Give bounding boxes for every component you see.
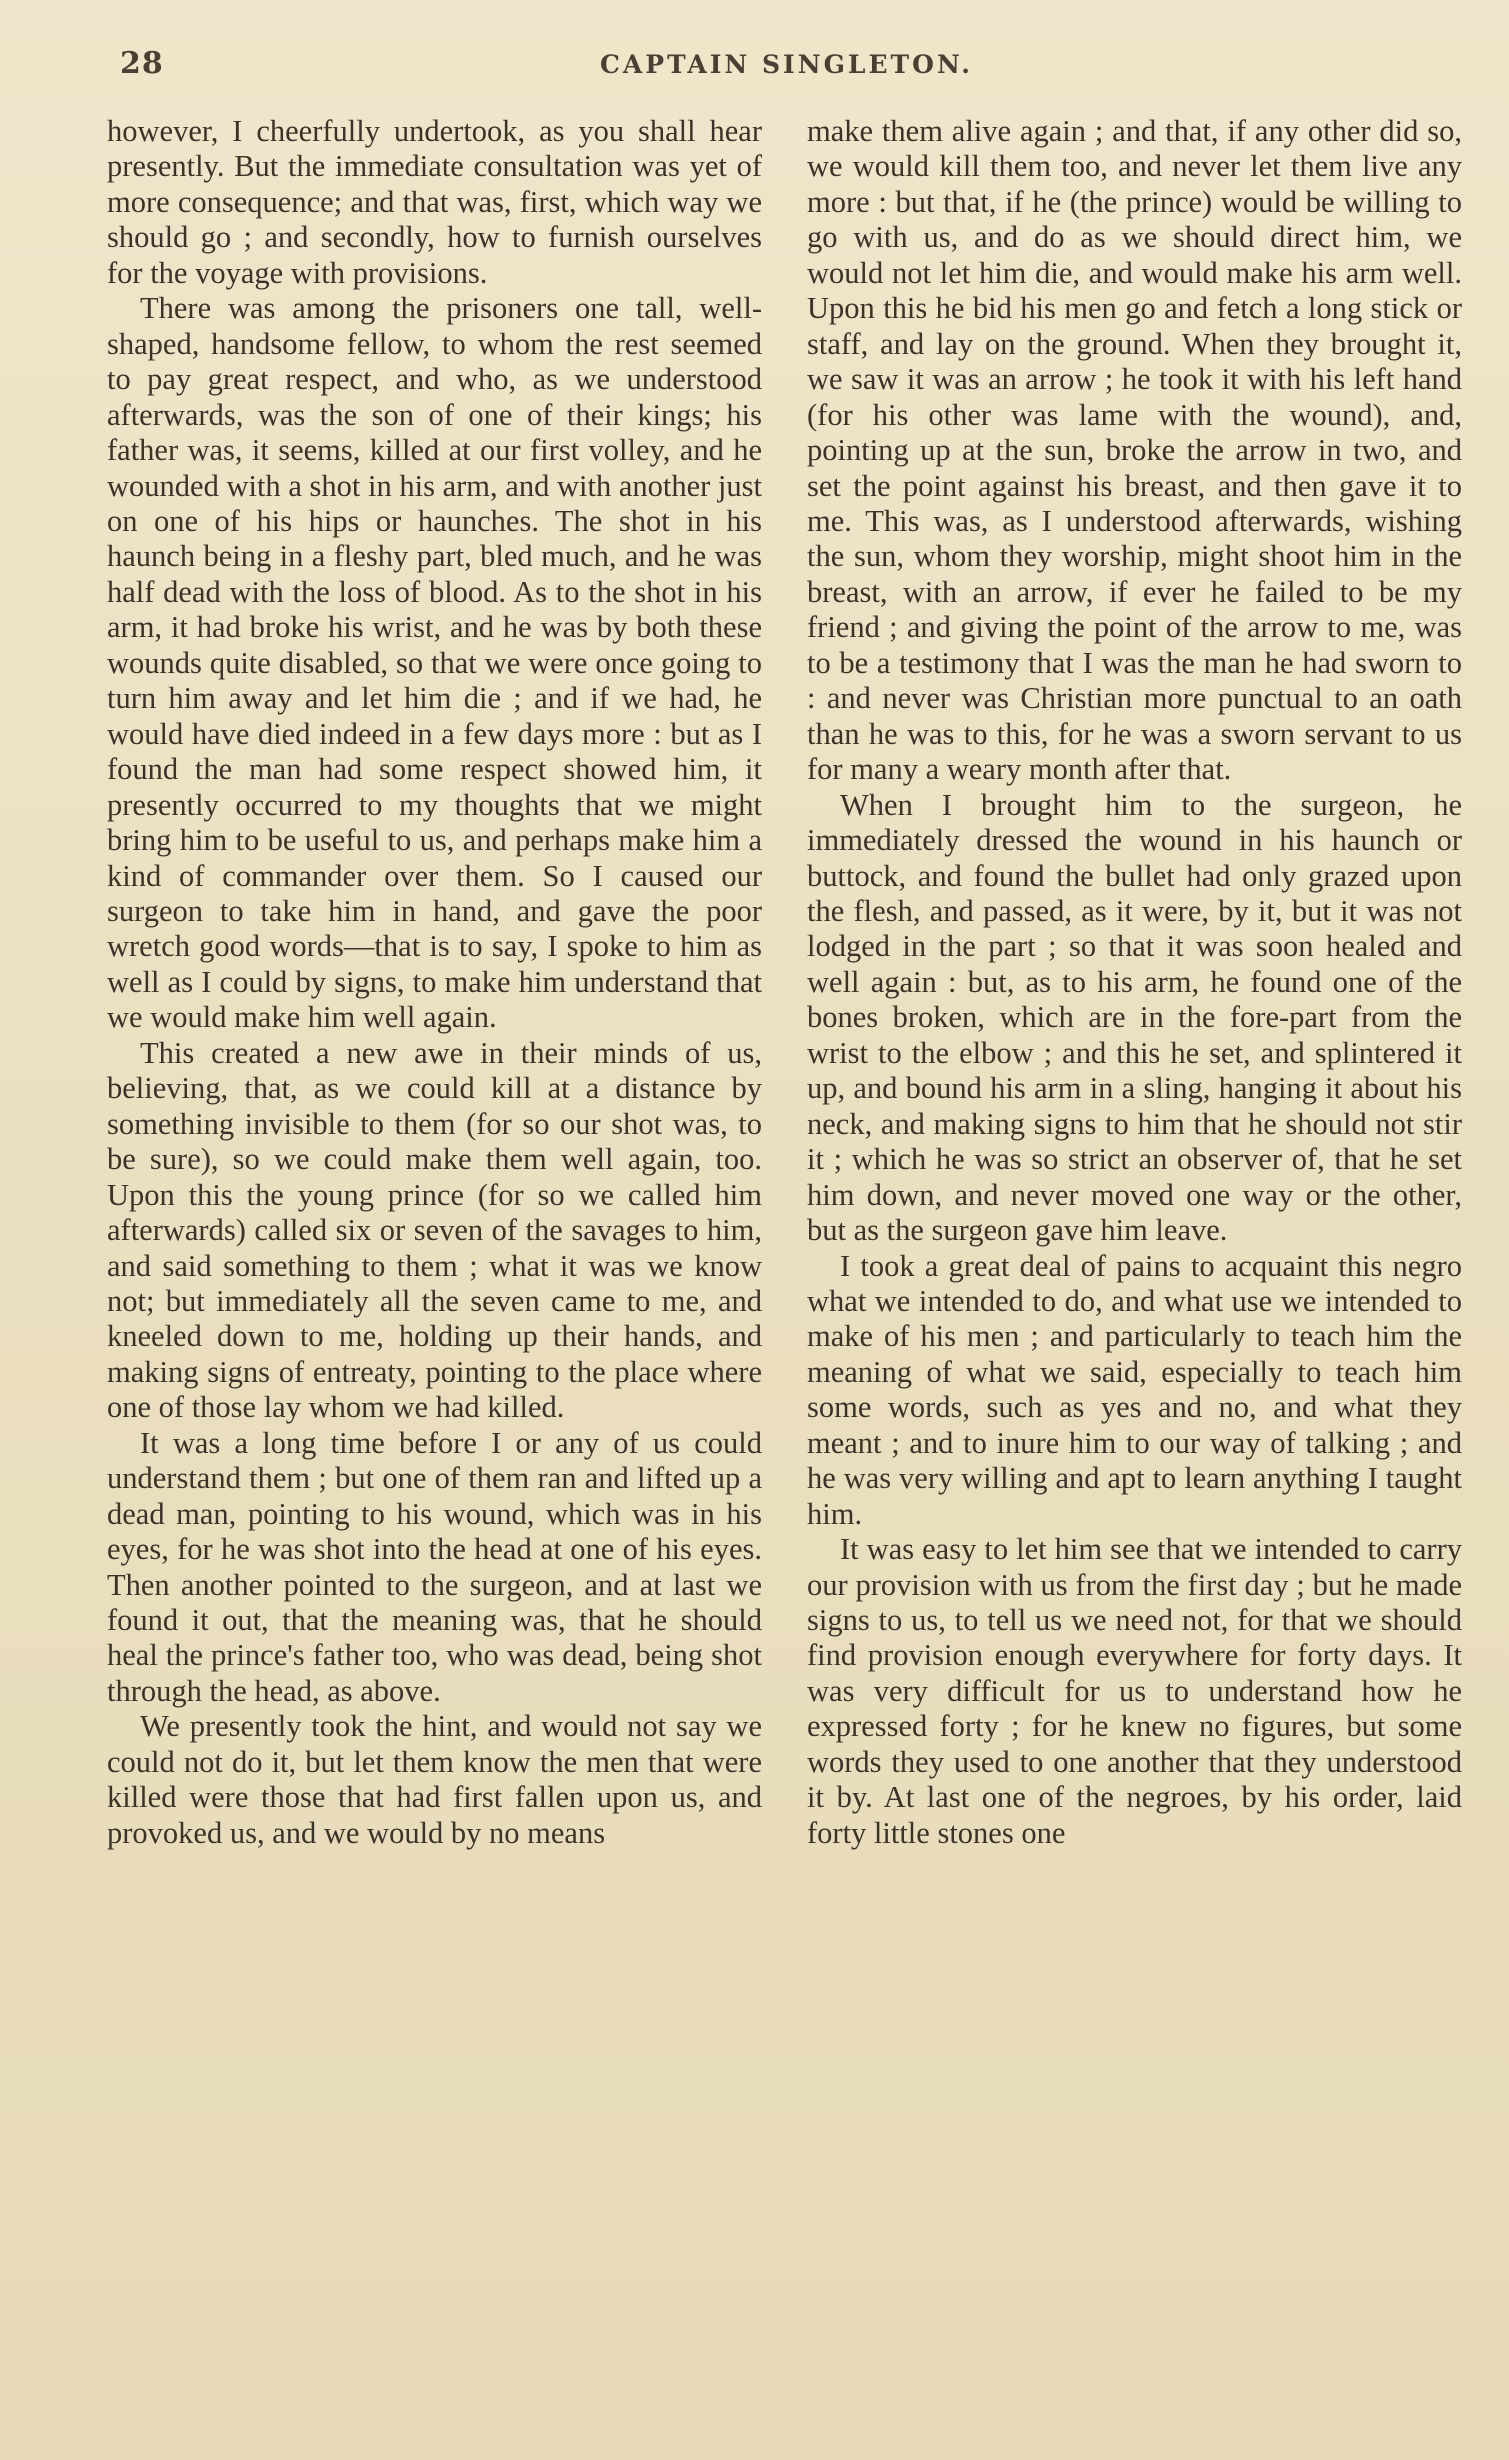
paragraph: make them alive again ; and that, if any other did so, we would kill them too, and never let them live any more : but that, if he (the prince) would be willing to go with us, and do as we should direct him, we would not let him die, and would make his arm well. Upon this he bid his men go and fetch a long stick or staff, and lay on the ground. When they brought it, we saw it was an arrow ; he took it with his left hand (for his other was lame with the wound), and, pointing up at the sun, broke the arrow in two, and set the point against his breast, and then gave it to me. This was, as I understood afterwards, wishing the sun, whom they worship, might shoot him in the breast, with an arrow, if ever he failed to be my friend ; and giving the point of the arrow to me, was to be a testimony that I was the man he had sworn to : and never was Christian more punctual to an oath than he was to this, for he was a sworn servant to us for many a weary month after that. [807, 114, 1462, 787]
left-column [107, 114, 762, 1851]
running-title: CAPTAIN SINGLETON. [600, 50, 973, 79]
page-header [0, 46, 1509, 86]
paragraph: We presently took the hint, and would not say we could not do it, but let them know the men that were killed were those that had first fallen upon us, and provoked us, and we would by no means [107, 1709, 762, 1850]
right-column [807, 114, 1462, 1851]
paragraph: I took a great deal of pains to acquaint this negro what we intended to do, and what use we intended to make of his men ; and particularly to teach him the meaning of what we said, especially to teach him some words, such as yes and no, and what they meant ; and to inure him to our way of talking ; and he was very willing and apt to learn anything I taught him. [807, 1248, 1462, 1531]
paragraph: This created a new awe in their minds of us, believing, that, as we could kill at a distance by something invisible to them (for so our shot was, to be sure), so we could make them well again, too. Upon this the young prince (for so we called him afterwards) called six or seven of the savages to him, and said something to them ; what it was we know not; but immediately all the seven came to me, and kneeled down to me, holding up their hands, and making signs of entreaty, pointing to the place where one of those lay whom we had killed. [107, 1035, 762, 1425]
page-number: 28 [120, 46, 164, 81]
paragraph: There was among the prisoners one tall, well-shaped, handsome fellow, to whom the rest seemed to pay great respect, and who, as we understood afterwards, was the son of one of their kings; his father was, it seems, killed at our first volley, and he wounded with a shot in his arm, and with another just on one of his hips or haunches. The shot in his haunch being in a fleshy part, bled much, and he was half dead with the loss of blood. As to the shot in his arm, it had broke his wrist, and he was by both these wounds quite disabled, so that we were once going to turn him away and let him die ; and if we had, he would have died indeed in a few days more : but as I found the man had some respect showed him, it presently occurred to my thoughts that we might bring him to be useful to us, and perhaps make him a kind of commander over them. So I caused our surgeon to take him in hand, and gave the poor wretch good words—that is to say, I spoke to him as well as I could by signs, to make him understand that we would make him well again. [107, 291, 762, 1035]
paragraph: however, I cheerfully undertook, as you shall hear presently. But the immediate consultation was yet of more consequence; and that was, first, which way we should go ; and secondly, how to furnish ourselves for the voyage with provisions. [107, 114, 762, 290]
paragraph: When I brought him to the surgeon, he immediately dressed the wound in his haunch or buttock, and found the bullet had only grazed upon the flesh, and passed, as it were, by it, but it was not lodged in the part ; so that it was soon healed and well again : but, as to his arm, he found one of the bones broken, which are in the fore-part from the wrist to the elbow ; and this he set, and splintered it up, and bound his arm in a sling, hanging it about his neck, and making signs to him that he should not stir it ; which he was so strict an observer of, that he set him down, and never moved one way or the other, but as the surgeon gave him leave. [807, 787, 1462, 1248]
paragraph: It was a long time before I or any of us could understand them ; but one of them ran and lifted up a dead man, pointing to his wound, which was in his eyes, for he was shot into the head at one of his eyes. Then another pointed to the surgeon, and at last we found it out, that the meaning was, that he should heal the prince's father too, who was dead, being shot through the head, as above. [107, 1425, 762, 1708]
paragraph: It was easy to let him see that we intended to carry our provision with us from the first day ; but he made signs to us, to tell us we need not, for that we should find provision enough everywhere for forty days. It was very difficult for us to understand how he expressed forty ; for he knew no figures, but some words they used to one another that they understood it by. At last one of the negroes, by his order, laid forty little stones one [807, 1532, 1462, 1850]
